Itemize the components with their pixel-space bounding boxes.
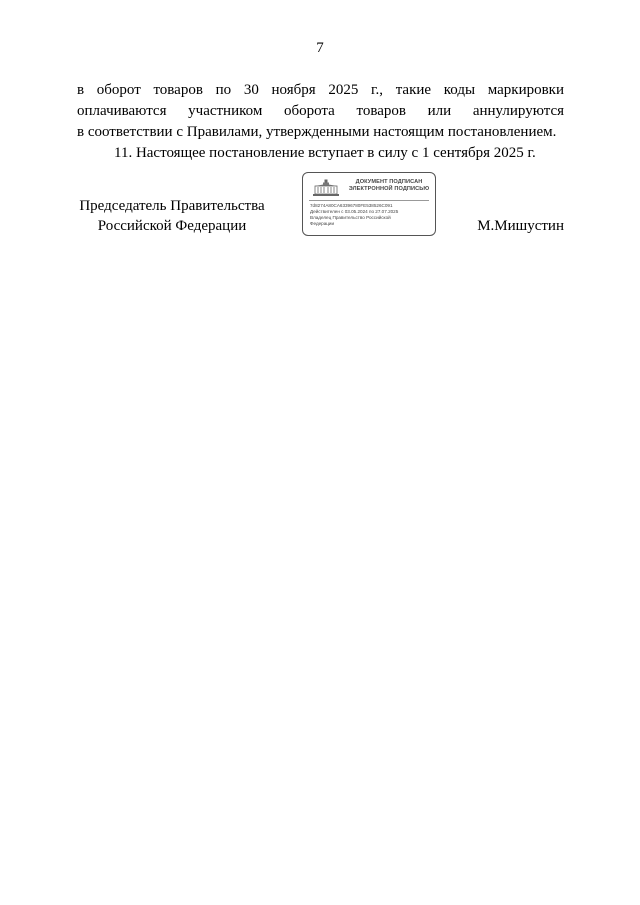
text-line: оплачиваются участником оборота товаров или аннулируются	[77, 103, 564, 119]
paragraph-continuation	[77, 80, 564, 143]
signatory-name: М.Мишустин	[477, 218, 564, 234]
text-line: в оборот товаров по 30 ноября 2025 г., такие коды маркировки	[77, 82, 564, 98]
signatory-position-line: Российской Федерации	[97, 218, 247, 234]
certificate-serial: 7d8274A80CA63396780FE538526C091	[310, 203, 393, 208]
certificate-owner: Владелец Правительство Российской	[310, 215, 391, 220]
stamp-details	[310, 203, 434, 227]
stamp-title-line: ДОКУМЕНТ ПОДПИСАН	[355, 179, 423, 185]
electronic-signature-stamp	[302, 172, 436, 236]
page-number: 7	[316, 40, 324, 56]
text-line: в соответствии с Правилами, утвержденными настоящим постановлением.	[77, 124, 557, 140]
government-building-icon	[311, 179, 341, 197]
signatory-position-line: Председатель Правительства	[79, 198, 265, 214]
certificate-validity: Действителен с 03.05.2024 по 27.07.2025	[310, 209, 399, 214]
signatory-position	[77, 196, 267, 236]
stamp-title	[343, 179, 435, 193]
stamp-title-line: ЭЛЕКТРОННОЙ ПОДПИСЬЮ	[348, 186, 430, 192]
stamp-divider	[309, 200, 429, 201]
certificate-owner: Федерации	[310, 221, 335, 226]
document-body	[77, 80, 564, 164]
paragraph-item-11: 11. Настоящее постановление вступает в силу с 1 сентября 2025 г.	[114, 145, 536, 161]
